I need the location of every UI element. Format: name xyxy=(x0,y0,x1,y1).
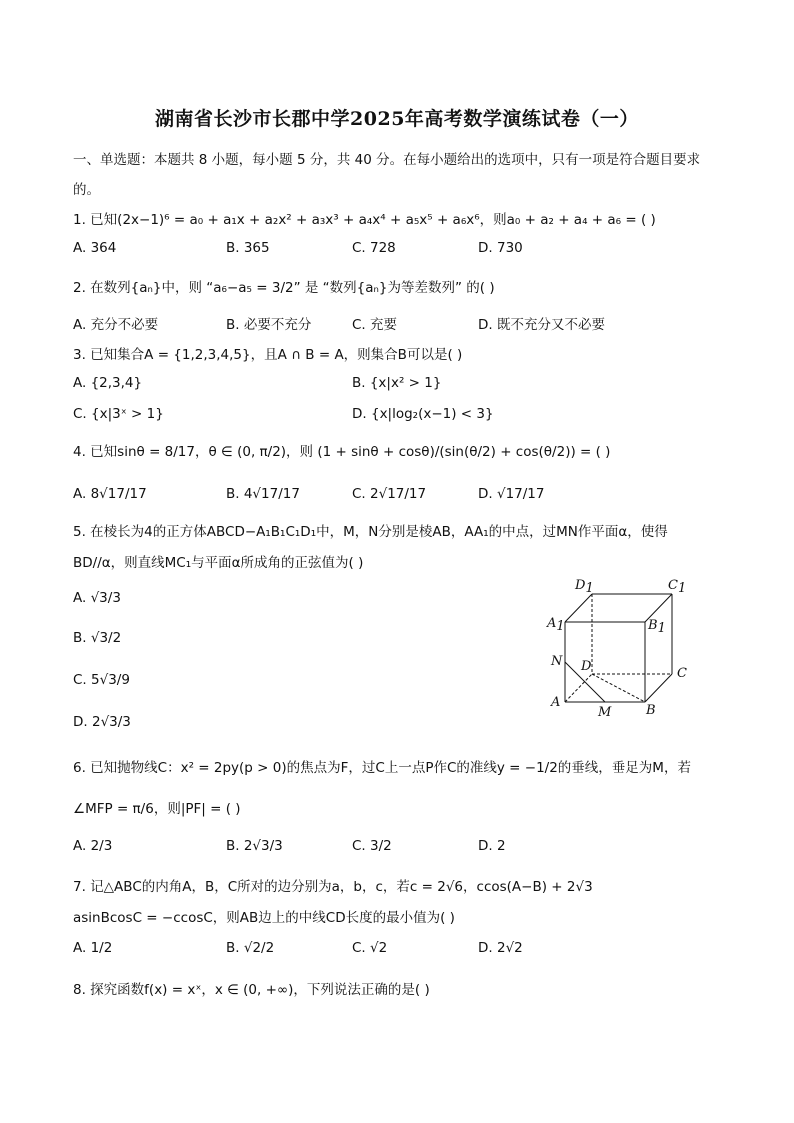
label-c1: C1 xyxy=(668,578,687,596)
question-4-option-c[interactable]: C. 2√17/17 xyxy=(352,486,427,502)
question-1-option-a[interactable]: A. 364 xyxy=(73,240,117,256)
label-a: A xyxy=(551,695,561,710)
question-4-option-b[interactable]: B. 4√17/17 xyxy=(226,486,300,502)
question-6-text-cont: ∠MFP = π/6，则|PF| = ( ) xyxy=(73,801,241,817)
question-2-option-a[interactable]: A. 充分不必要 xyxy=(73,317,159,333)
question-2-text: 2. 在数列{aₙ}中，则 “a₆−a₅ = 3/2” 是 “数列{aₙ}为等差数列” 的( ) xyxy=(73,280,495,296)
question-4-option-a[interactable]: A. 8√17/17 xyxy=(73,486,147,502)
label-n: N xyxy=(551,654,563,669)
label-a1: A1 xyxy=(547,616,565,634)
question-8-text: 8. 探究函数f(x) = xˣ，x ∈ (0, +∞)，下列说法正确的是( ) xyxy=(73,982,430,998)
diagonal-db xyxy=(592,674,645,702)
question-6-option-b[interactable]: B. 2√3/3 xyxy=(226,838,283,854)
label-d: D xyxy=(581,659,592,674)
section-instruction: 一、单选题：本题共 8 小题，每小题 5 分，共 40 分。在每小题给出的选项中，只有一项是符合题目要求 xyxy=(73,152,701,168)
question-2-option-d[interactable]: D. 既不充分又不必要 xyxy=(478,317,605,333)
question-7-text: 7. 记△ABC的内角A，B，C所对的边分别为a，b，c，若c = 2√6，ccos(A−B) + 2√3 xyxy=(73,879,593,895)
edge-a1d1 xyxy=(565,594,592,622)
question-6-option-d[interactable]: D. 2 xyxy=(478,838,506,854)
edge-ad xyxy=(565,674,592,702)
question-3-option-a[interactable]: A. {2,3,4} xyxy=(73,375,143,391)
question-5-text: 5. 在棱长为4的正方体ABCD−A₁B₁C₁D₁中，M，N分别是棱AB，AA₁的中点，过MN作平面α，使得 xyxy=(73,524,668,540)
label-b: B xyxy=(646,703,656,718)
question-7-text-cont: asinBcosC = −ccosC，则AB边上的中线CD长度的最小值为( ) xyxy=(73,910,455,926)
question-4-option-d[interactable]: D. √17/17 xyxy=(478,486,545,502)
question-5-option-a[interactable]: A. √3/3 xyxy=(73,590,121,606)
question-3-option-c[interactable]: C. {x|3ˣ > 1} xyxy=(73,406,164,422)
label-d1: D1 xyxy=(575,578,594,596)
question-1-option-c[interactable]: C. 728 xyxy=(352,240,396,256)
label-b1: B1 xyxy=(648,618,666,636)
question-3-text: 3. 已知集合A = {1,2,3,4,5}，且A ∩ B = A，则集合B可以是( ) xyxy=(73,347,463,363)
label-m: M xyxy=(598,705,612,720)
question-1-option-b[interactable]: B. 365 xyxy=(226,240,270,256)
question-4-text: 4. 已知sinθ = 8/17，θ ∈ (0, π/2)，则 (1 + sinθ + cosθ)/(sin(θ/2) + cos(θ/2)) = ( ) xyxy=(73,444,611,460)
question-1-option-d[interactable]: D. 730 xyxy=(478,240,523,256)
question-3-option-d[interactable]: D. {x|log₂(x−1) < 3} xyxy=(352,406,494,422)
question-5-text-cont: BD//α，则直线MC₁与平面α所成角的正弦值为( ) xyxy=(73,555,364,571)
question-5-option-b[interactable]: B. √3/2 xyxy=(73,630,122,646)
question-7-option-d[interactable]: D. 2√2 xyxy=(478,940,523,956)
section-instruction-cont: 的。 xyxy=(73,182,100,198)
question-3-option-b[interactable]: B. {x|x² > 1} xyxy=(352,375,442,391)
edge-bc xyxy=(645,674,672,702)
label-c: C xyxy=(677,666,687,681)
question-2-option-c[interactable]: C. 充要 xyxy=(352,317,398,333)
question-6-option-a[interactable]: A. 2/3 xyxy=(73,838,113,854)
question-7-option-b[interactable]: B. √2/2 xyxy=(226,940,275,956)
question-5-option-c[interactable]: C. 5√3/9 xyxy=(73,672,130,688)
question-7-option-a[interactable]: A. 1/2 xyxy=(73,940,113,956)
question-7-option-c[interactable]: C. √2 xyxy=(352,940,388,956)
page-title: 湖南省长沙市长郡中学2025年高考数学演练试卷（一） xyxy=(155,108,639,130)
question-6-option-c[interactable]: C. 3/2 xyxy=(352,838,392,854)
question-1-text: 1. 已知(2x−1)⁶ = a₀ + a₁x + a₂x² + a₃x³ + a₄x⁴ + a₅x⁵ + a₆x⁶，则a₀ + a₂ + a₄ + a₆ = ( ) xyxy=(73,212,656,228)
question-5-option-d[interactable]: D. 2√3/3 xyxy=(73,714,131,730)
question-6-text: 6. 已知抛物线C：x² = 2py(p > 0)的焦点为F，过C上一点P作C的准线y = −1/2的垂线，垂足为M，若 xyxy=(73,760,691,776)
cube-figure xyxy=(540,574,700,724)
question-2-option-b[interactable]: B. 必要不充分 xyxy=(226,317,312,333)
